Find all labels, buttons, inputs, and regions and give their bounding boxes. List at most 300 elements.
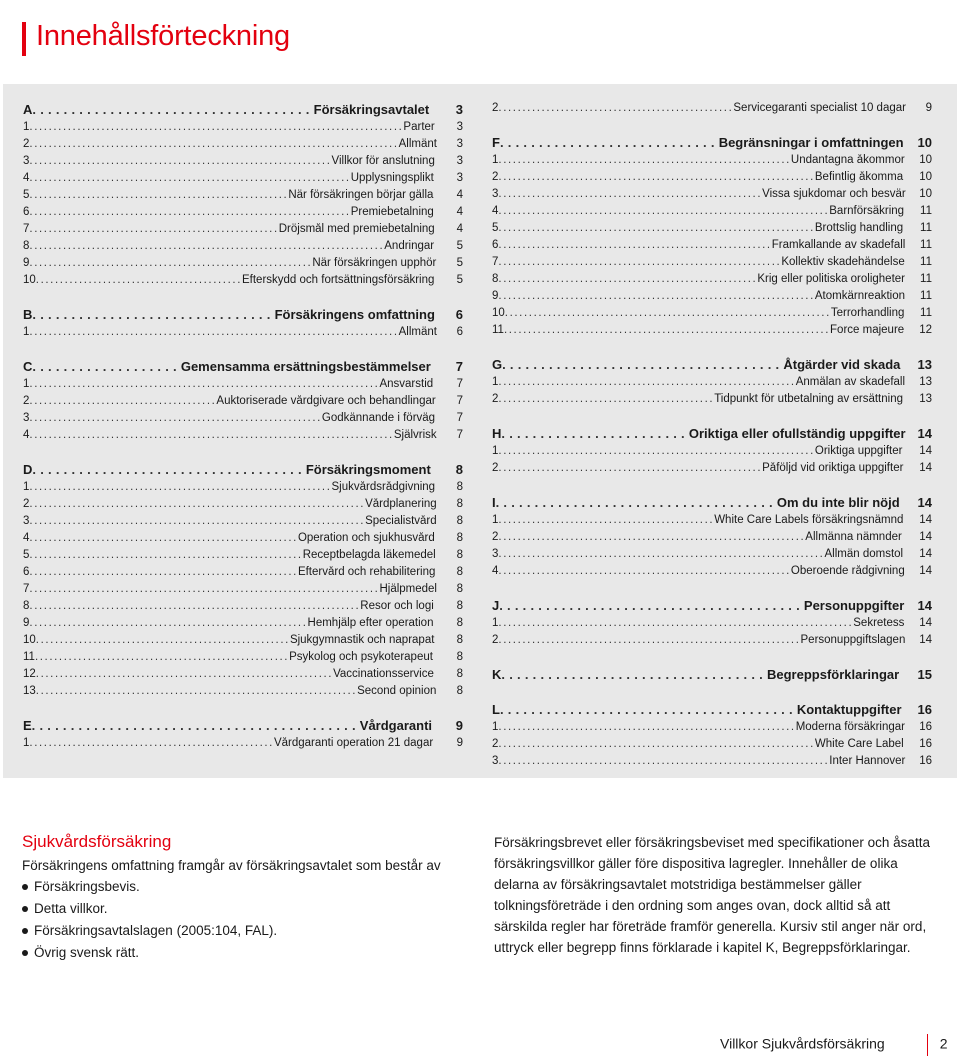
page-ref: 11 [920, 307, 932, 319]
dot-leader: .................................................................. [498, 222, 815, 234]
section-letter: I [492, 495, 496, 510]
toc-right-column [492, 102, 932, 788]
toc-entry-label [23, 102, 439, 117]
toc-entry-label [492, 273, 908, 285]
dot-leader: ..................................................................... [498, 755, 830, 767]
toc-entry[interactable] [23, 583, 463, 600]
toc-section-heading[interactable] [23, 462, 463, 481]
entry-title: Allmänt [398, 138, 437, 150]
entry-number: 9 [492, 290, 499, 302]
toc-entry-label [23, 121, 439, 133]
dot-leader: ................................................................... [29, 206, 351, 218]
entry-title: Personuppgifter [803, 598, 905, 613]
page-ref: 6 [456, 326, 463, 338]
toc-section [492, 598, 932, 651]
entry-title: Gemensamma ersättningsbestämmelser [180, 359, 431, 374]
page-number: 2 [939, 1035, 948, 1052]
toc-entry-label [23, 189, 439, 201]
entry-title: Vaccinationsservice [333, 668, 434, 680]
entry-title: Inter Hannover [829, 755, 906, 767]
entry-number: 2 [492, 171, 499, 183]
section-letter: L [492, 702, 500, 717]
toc-entry-label [23, 532, 439, 544]
page-ref: 16 [919, 721, 932, 733]
toc-entry[interactable] [492, 634, 932, 651]
entry-number: 1 [492, 154, 499, 166]
toc-entry[interactable] [23, 532, 463, 549]
page-ref: 16 [917, 702, 932, 717]
entry-number: 2 [492, 393, 499, 405]
entry-title: Befintlig åkomma [814, 171, 904, 183]
entry-number: 5 [23, 189, 30, 201]
entry-title: Moderna försäkringar [795, 721, 906, 733]
entry-number: 1 [23, 481, 30, 493]
toc-entry-label [492, 548, 908, 560]
dot-leader: .................................... [495, 495, 777, 510]
entry-number: 3 [492, 755, 499, 767]
toc-entry[interactable] [492, 393, 932, 410]
toc-entry[interactable] [23, 737, 463, 754]
entry-number: 1 [492, 514, 499, 526]
toc-entry[interactable] [23, 600, 463, 617]
toc-entry[interactable] [23, 549, 463, 566]
toc-section-heading[interactable] [492, 702, 932, 721]
toc-entry[interactable] [23, 274, 463, 291]
toc-entry-label [492, 171, 908, 183]
dot-leader: .......................................................................... [29, 240, 385, 252]
toc-entry-label [23, 668, 439, 680]
toc-entry[interactable] [492, 376, 932, 393]
dot-leader: .............................................................. [498, 376, 796, 388]
toc-entry-label [492, 495, 908, 510]
entry-number: 1 [492, 376, 499, 388]
entry-number: 3 [23, 412, 30, 424]
page-ref: 14 [919, 445, 932, 457]
toc-entry[interactable] [492, 102, 932, 119]
entry-number: 1 [492, 445, 499, 457]
toc-entry[interactable] [23, 617, 463, 634]
toc-entry-label [492, 702, 908, 717]
page-ref: 16 [919, 738, 932, 750]
entry-title: Allmänna nämnder [805, 531, 902, 543]
toc-entry[interactable] [492, 617, 932, 634]
toc-section-heading[interactable] [492, 667, 932, 686]
toc-section-heading[interactable] [23, 102, 463, 121]
page-ref: 12 [919, 324, 932, 336]
entry-title: Second opinion [357, 685, 437, 697]
toc-entry[interactable] [23, 481, 463, 498]
page-ref: 8 [456, 583, 463, 595]
toc-entry[interactable] [23, 668, 463, 685]
toc-entry-label [492, 393, 908, 405]
toc-section-heading[interactable] [23, 307, 463, 326]
entry-title: Oberoende rådgivning [790, 565, 905, 577]
intro-right [494, 832, 944, 958]
toc-entry-label [492, 222, 908, 234]
toc-entry-label [492, 738, 908, 750]
toc-entry-label [23, 326, 439, 338]
toc-entry-label [492, 154, 908, 166]
page-ref: 10 [919, 154, 932, 166]
toc-entry-label [492, 667, 908, 682]
entry-title: När försäkringen upphör [312, 257, 437, 269]
toc-entry[interactable] [492, 548, 932, 565]
page-ref: 14 [919, 548, 932, 560]
page-ref: 11 [920, 239, 932, 251]
page-ref: 13 [919, 376, 932, 388]
page-ref: 3 [456, 138, 463, 150]
toc-entry[interactable] [492, 738, 932, 755]
entry-title: Atomkärnreaktion [814, 290, 906, 302]
toc-entry[interactable] [23, 189, 463, 206]
toc-entry[interactable] [23, 121, 463, 138]
entry-number: 8 [23, 600, 30, 612]
toc-entry-label [23, 257, 439, 269]
toc-section-heading[interactable] [492, 495, 932, 514]
toc-entry-label [23, 634, 439, 646]
entry-title: Vårdgaranti operation 21 dagar [273, 737, 434, 749]
toc-entry[interactable] [492, 188, 932, 205]
toc-entry[interactable] [492, 239, 932, 256]
entry-title: Hemhjälp efter operation [307, 617, 434, 629]
toc-entry-label [23, 737, 439, 749]
toc-entry[interactable] [23, 566, 463, 583]
entry-title: Allmän domstol [824, 548, 904, 560]
toc-section-heading[interactable] [492, 357, 932, 376]
entry-title: Allmänt [398, 326, 437, 338]
title-accent-bar [22, 22, 26, 56]
toc-entry[interactable] [23, 206, 463, 223]
page-ref: 13 [919, 393, 932, 405]
dot-leader: ....................................................... [498, 188, 763, 200]
page-ref: 7 [455, 359, 463, 374]
toc-entry[interactable] [23, 412, 463, 429]
page-ref: 5 [456, 240, 463, 252]
section-letter: C [23, 359, 33, 374]
list-item: Försäkringsavtalslagen (2005:104, FAL). [22, 920, 462, 942]
entry-number: 11 [492, 324, 504, 336]
toc-section-heading[interactable] [23, 359, 463, 378]
page-ref: 11 [920, 273, 932, 285]
toc-entry-label [23, 718, 439, 733]
entry-title: Åtgärder vid skada [783, 357, 901, 372]
toc-entry-label [492, 462, 908, 474]
entry-title: Hjälpmedel [379, 583, 437, 595]
dot-leader: ............................................................................. [29, 138, 399, 150]
toc-entry[interactable] [492, 205, 932, 222]
toc-entry[interactable] [23, 172, 463, 189]
entry-title: Vårdplanering [365, 498, 437, 510]
entry-title: Sjukgymnastik och naprapat [289, 634, 435, 646]
entry-number: 1 [23, 378, 30, 390]
page-ref: 14 [919, 531, 932, 543]
dot-leader: .................................... [32, 102, 314, 117]
entry-number: 9 [23, 617, 30, 629]
toc-entry-label [492, 565, 908, 577]
dot-leader: .................................................................... [504, 307, 831, 319]
entry-number: 2 [492, 634, 499, 646]
dot-leader: ............................................. [498, 514, 715, 526]
page-ref: 5 [456, 274, 463, 286]
entry-title: Oriktiga eller ofullständig uppgifter [688, 426, 906, 441]
toc-entry[interactable] [23, 138, 463, 155]
entry-title: Personuppgiftslagen [800, 634, 906, 646]
entry-number: 4 [492, 205, 499, 217]
dot-leader: .................................... [502, 357, 784, 372]
toc-entry[interactable] [492, 565, 932, 582]
page-ref: 16 [919, 755, 932, 767]
entry-title: Oriktiga uppgifter [814, 445, 903, 457]
section-letter: F [492, 135, 500, 150]
entry-number: 1 [23, 121, 30, 133]
entry-title: Psykolog och psykoterapeut [289, 651, 433, 663]
dot-leader: ............................................. [498, 393, 715, 405]
toc-entry[interactable] [492, 721, 932, 738]
toc-entry[interactable] [23, 634, 463, 651]
toc-entry-label [23, 274, 439, 286]
entry-number: 12 [23, 668, 36, 680]
entry-number: 8 [23, 240, 30, 252]
toc-section [23, 307, 463, 343]
entry-number: 1 [23, 326, 30, 338]
dot-leader: ........................................................ [29, 566, 298, 578]
entry-title: Om du inte blir nöjd [776, 495, 900, 510]
toc-section-heading[interactable] [492, 598, 932, 617]
entry-title: Brottslig handling [814, 222, 904, 234]
toc-entry[interactable] [492, 171, 932, 188]
table-of-contents [3, 84, 957, 778]
dot-leader: ............................................................... [29, 481, 332, 493]
toc-entry[interactable] [492, 755, 932, 772]
toc-entry[interactable] [23, 651, 463, 668]
toc-entry[interactable] [23, 515, 463, 532]
page-ref: 7 [456, 395, 463, 407]
toc-entry-label [492, 598, 908, 613]
dot-leader: ................................................................ [498, 531, 806, 543]
toc-entry[interactable] [23, 685, 463, 702]
toc-entry-label [23, 378, 439, 390]
page-ref: 10 [917, 135, 932, 150]
toc-entry-label [492, 135, 908, 150]
toc-entry[interactable] [492, 273, 932, 290]
entry-title: Parter [403, 121, 435, 133]
entry-title: Kontaktuppgifter [796, 702, 902, 717]
toc-entry[interactable] [23, 429, 463, 446]
toc-section-heading[interactable] [492, 135, 932, 154]
dot-leader: ..................................................... [35, 634, 290, 646]
page-ref: 9 [456, 737, 463, 749]
toc-entry[interactable] [23, 326, 463, 343]
page-ref: 7 [456, 429, 463, 441]
dot-leader: ................................................................... [35, 685, 358, 697]
dot-leader: .................................................................... [503, 324, 831, 336]
entry-title: Påföljd vid oriktiga uppgifter [762, 462, 904, 474]
page-ref: 4 [456, 189, 463, 201]
page-ref: 10 [919, 188, 932, 200]
document-list [22, 876, 462, 964]
entry-title: Krig eller politiska oroligheter [757, 273, 905, 285]
page-ref: 14 [917, 495, 932, 510]
entry-number: 13 [23, 685, 36, 697]
entry-number: 11 [23, 651, 35, 663]
entry-number: 9 [23, 257, 30, 269]
entry-number: 7 [492, 256, 499, 268]
footer-label: Villkor Sjukvårdsförsäkring [720, 1035, 885, 1052]
entry-number: 4 [23, 532, 30, 544]
entry-title: Begreppsförklaringar [767, 667, 900, 682]
page-ref: 8 [456, 549, 463, 561]
entry-number: 4 [23, 172, 30, 184]
entry-number: 7 [23, 223, 30, 235]
section-letter: E [23, 718, 32, 733]
dot-leader: .................................. [501, 667, 767, 682]
page-ref: 14 [919, 634, 932, 646]
list-item: Övrig svensk rätt. [22, 942, 462, 964]
entry-title: Anmälan av skadefall [795, 376, 906, 388]
dot-leader: ................................... [32, 462, 306, 477]
page-ref: 7 [456, 378, 463, 390]
toc-entry-label [23, 515, 439, 527]
dot-leader: ....................................... [29, 395, 217, 407]
entry-number: 1 [492, 721, 499, 733]
page-ref: 8 [456, 668, 463, 680]
dot-leader: ........................................................... [29, 257, 313, 269]
page-ref: 9 [455, 718, 463, 733]
dot-leader: .............................................................................. [29, 121, 404, 133]
toc-entry[interactable] [492, 514, 932, 531]
entry-number: 2 [492, 102, 499, 114]
entry-title: Vårdgaranti [359, 718, 433, 733]
toc-section-heading[interactable] [492, 426, 932, 445]
dot-leader: ................................................................... [29, 172, 351, 184]
entry-number: 5 [23, 549, 30, 561]
toc-entry[interactable] [492, 154, 932, 171]
page-ref: 7 [456, 412, 463, 424]
entry-title: Försäkringens omfattning [274, 307, 435, 322]
toc-section [492, 426, 932, 479]
entry-title: Försäkringsavtalet [313, 102, 430, 117]
page-ref: 8 [456, 515, 463, 527]
dot-leader: ........................................... [35, 274, 242, 286]
entry-number: 6 [23, 566, 30, 578]
entry-title: Upplysningsplikt [350, 172, 434, 184]
toc-entry-label [492, 357, 908, 372]
page-ref: 14 [919, 565, 932, 577]
entry-number: 6 [492, 239, 499, 251]
toc-entry-label [492, 514, 908, 526]
dot-leader: ...................................................... [29, 189, 289, 201]
toc-entry-label [23, 617, 439, 629]
toc-entry[interactable] [492, 222, 932, 239]
toc-entry-label [492, 205, 908, 217]
toc-section [492, 135, 932, 341]
page-ref: 11 [920, 222, 932, 234]
entry-title: Villkor för anslutning [331, 155, 435, 167]
page-ref: 14 [917, 426, 932, 441]
toc-entry[interactable] [492, 290, 932, 307]
toc-entry[interactable] [23, 257, 463, 274]
intro-left [22, 832, 462, 964]
dot-leader: ................................................. [498, 102, 734, 114]
toc-entry[interactable] [23, 395, 463, 412]
entry-title: Resor och logi [360, 600, 434, 612]
dot-leader: .......................................... [31, 718, 360, 733]
dot-leader: ............................................................. [29, 412, 322, 424]
toc-entry-label [23, 566, 439, 578]
toc-entry[interactable] [23, 155, 463, 172]
entry-title: Självrisk [393, 429, 437, 441]
entry-number: 7 [23, 583, 30, 595]
dot-leader: .................................................................. [498, 171, 815, 183]
toc-entry-label [492, 307, 908, 319]
toc-section [23, 359, 463, 446]
toc-entry[interactable] [492, 324, 932, 341]
dot-leader: .......................................................... [29, 617, 308, 629]
dot-leader: ...................................................................... [29, 515, 366, 527]
toc-section-heading[interactable] [23, 718, 463, 737]
toc-entry-label [23, 307, 439, 322]
toc-entry[interactable] [23, 223, 463, 240]
entry-number: 2 [23, 138, 30, 150]
toc-entry-label [23, 429, 439, 441]
entry-number: 2 [492, 531, 499, 543]
dot-leader: .................................................... [29, 223, 279, 235]
page-ref: 8 [456, 532, 463, 544]
toc-entry[interactable] [492, 445, 932, 462]
entry-title: Receptbelagda läkemedel [302, 549, 436, 561]
toc-section [23, 718, 463, 754]
page-ref: 11 [920, 205, 932, 217]
toc-section [23, 462, 463, 702]
toc-entry[interactable] [492, 256, 932, 273]
toc-entry[interactable] [23, 498, 463, 515]
dot-leader: ............................... [32, 307, 275, 322]
dot-leader: ........................ [501, 426, 689, 441]
toc-entry[interactable] [492, 307, 932, 324]
entry-title: Specialistvård [365, 515, 437, 527]
toc-entry-label [23, 651, 439, 663]
page-ref: 10 [919, 171, 932, 183]
toc-entry[interactable] [23, 240, 463, 257]
entry-title: Dröjsmål med premiebetalning [278, 223, 435, 235]
toc-entry[interactable] [23, 378, 463, 395]
entry-title: White Care Label [814, 738, 904, 750]
section-letter: J [492, 598, 500, 613]
entry-number: 6 [23, 206, 30, 218]
page-ref: 11 [920, 256, 932, 268]
toc-entry-label [23, 223, 439, 235]
entry-title: Terrorhandling [830, 307, 905, 319]
dot-leader: ................... [32, 359, 181, 374]
toc-entry-label [492, 617, 908, 629]
page-ref: 3 [455, 102, 463, 117]
toc-entry[interactable] [492, 462, 932, 479]
dot-leader: ...................................................................... [29, 498, 366, 510]
entry-title: Barnförsäkring [829, 205, 905, 217]
entry-title: Ansvarstid [379, 378, 434, 390]
toc-entry-label [23, 138, 439, 150]
page-ref: 14 [919, 462, 932, 474]
page-ref: 3 [456, 155, 463, 167]
entry-title: Efterskydd och fortsättningsförsäkring [242, 274, 435, 286]
toc-entry[interactable] [492, 531, 932, 548]
entry-number: 3 [492, 188, 499, 200]
toc-entry-label [492, 634, 908, 646]
entry-number: 3 [23, 155, 30, 167]
entry-title: När försäkringen börjar gälla [288, 189, 434, 201]
toc-entry-label [23, 462, 439, 477]
dot-leader: ............................................................. [498, 154, 791, 166]
